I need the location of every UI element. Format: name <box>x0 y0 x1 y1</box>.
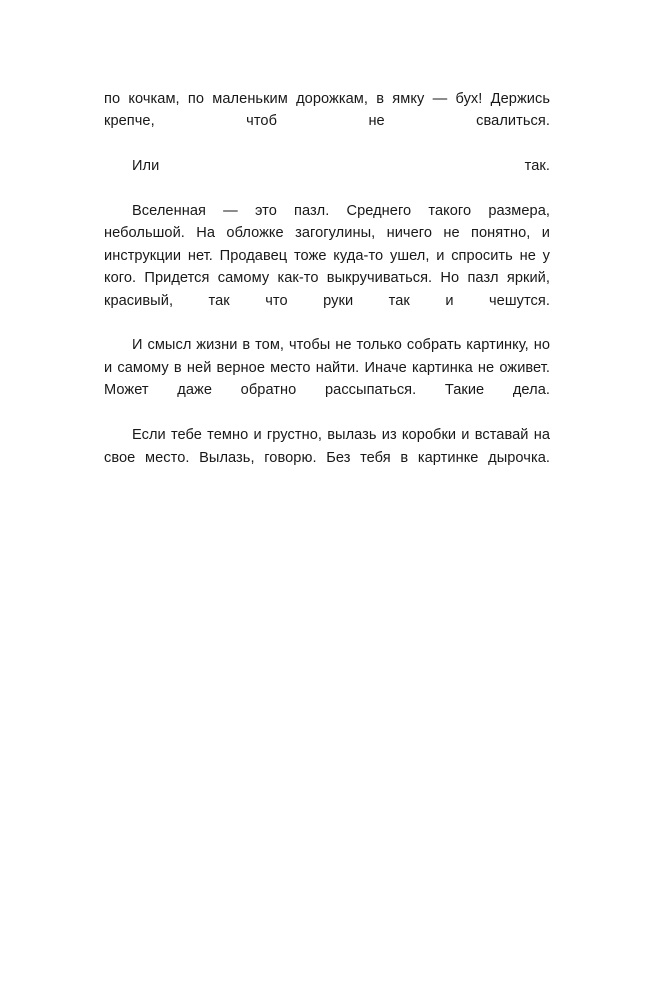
paragraph: Вселенная — это пазл. Среднего такого размера, небольшой. На обложке загогулины, ничего не понятно, и инструкции нет. Продавец тоже куда-то ушел, и спросить не у кого. Придется самому как-то выкручиваться. Но пазл яркий, красивый, так что руки так и чешутся. <box>104 203 550 309</box>
paragraph: И смысл жизни в том, чтобы не только собрать картинку, но и самому в ней верное место найти. Иначе картинка не оживет. Может даже обратно рассыпаться. Такие дела. <box>104 337 550 399</box>
paragraph: Если тебе темно и грустно, вылазь из коробки и вставай на свое место. Вылазь, говорю. Без тебя в картинке дырочка. <box>104 427 550 466</box>
paragraph-continuation: по кочкам, по маленьким дорожкам, в ямку — бух! Держись крепче, чтоб не свалиться. <box>104 91 550 130</box>
page-text-block <box>104 88 550 491</box>
paragraph: Или так. <box>132 158 550 175</box>
